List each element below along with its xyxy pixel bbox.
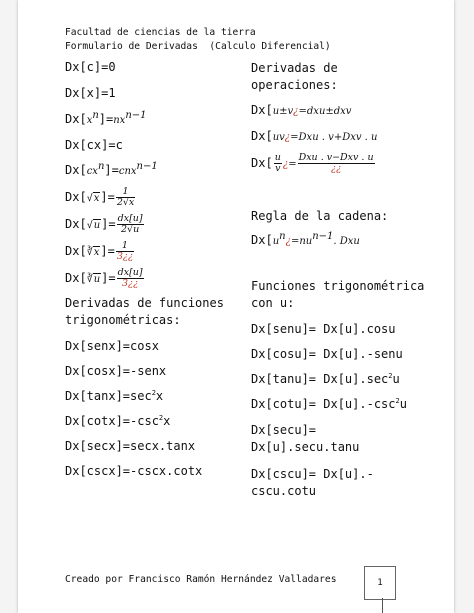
formula-constant-power: $Dx[cx^n]=cnx^{n-1}$ <box>65 161 158 177</box>
formula-identity: Dx[x]=1 <box>65 86 116 100</box>
formula-cot: $Dx[\cot x]=-\csc^2x$ <box>65 414 171 428</box>
fraction: $\frac{1}{3¿¿}$ <box>116 240 134 262</box>
footer-credit: Creado por Francisco Ramón Hernández Valladares <box>65 574 337 585</box>
chain-rule-heading: Regla de la cadena: <box>251 209 389 223</box>
document-header <box>65 26 331 54</box>
header-line-1: Facultad de ciencias de la tierra <box>65 27 256 38</box>
page-number-box <box>364 566 396 600</box>
fraction: $\frac{dx[u]}{2√u}$ <box>117 213 143 235</box>
formula-quotient: Dx[ $\frac{u}{v}$ ¿= $\frac{\text{Dxu . v−Dxv . u}}{¿¿}$ <box>251 152 374 174</box>
header-line-2: Formulario de Derivadas (Calculo Diferencial) <box>65 41 331 52</box>
formula-cbrt-x: Dx[∛x]= $\frac{1}{3¿¿}$ <box>65 240 134 262</box>
fraction: $\frac{\text{Dxu . v−Dxv . u}}{¿¿}$ <box>298 152 374 174</box>
formula-product: Dx[uv¿=Dxu . v+Dxv . u <box>251 129 378 143</box>
formula-tan: $Dx[\tan x]=\sec^2x$ <box>65 389 164 403</box>
formula-cos: Dx[cosx]=-senx <box>65 364 167 378</box>
formula-constant: Dx[c]=0 <box>65 60 116 74</box>
fraction: $\frac{u}{v}$ <box>274 152 281 174</box>
fraction: $\frac{dx[u]}{3¿¿}$ <box>117 267 143 289</box>
document-page <box>18 0 454 613</box>
trig-u-heading: Funciones trigonométrica con u: <box>251 279 425 310</box>
formula-sqrt-x: Dx[√x]= $\frac{1}{2√x}$ <box>65 186 135 208</box>
page-number: 1 <box>377 578 383 588</box>
formula-csc-u: Dx[cscu]= Dx[u].- cscu.cotu <box>251 467 374 498</box>
formula-cot-u: $Dx[\cot u]= Dx[u].-\csc^2u$ <box>251 397 407 411</box>
formula-cbrt-u: Dx[∛u]= $\frac{dx[u]}{3¿¿}$ <box>65 267 143 289</box>
operations-heading: Derivadas de operaciones: <box>251 61 338 92</box>
formula-sin: Dx[senx]=cosx <box>65 339 159 353</box>
formula-sec-u: Dx[secu]= Dx[u].secu.tanu <box>251 423 360 454</box>
formula-sum: Dx[u±v¿=dxu±dxv <box>251 103 352 117</box>
formula-chain-rule: $Dx[u^n¿=nu^{n-1}$. Dxu <box>251 231 360 247</box>
formula-sin-u: Dx[senu]= Dx[u].cosu <box>251 322 396 336</box>
formula-sec: Dx[secx]=secx.tanx <box>65 439 196 453</box>
formula-constant-times-x: Dx[cx]=c <box>65 138 123 152</box>
formula-csc: Dx[cscx]=-cscx.cotx <box>65 464 203 478</box>
formula-power: $Dx[x^n]=nx^{n-1}$ <box>65 110 147 126</box>
formula-cos-u: Dx[cosu]= Dx[u].-senu <box>251 347 403 361</box>
formula-sqrt-u: Dx[√u]= $\frac{dx[u]}{2√u}$ <box>65 213 143 235</box>
left-column <box>65 60 245 479</box>
crop-mark <box>382 598 383 613</box>
trig-section-heading: Derivadas de funciones trigonométricas: <box>65 296 224 327</box>
formula-tan-u: $Dx[\tan u]= Dx[u].\sec^2u$ <box>251 372 400 386</box>
right-column <box>251 60 451 500</box>
fraction: $\frac{1}{2√x}$ <box>116 186 135 208</box>
